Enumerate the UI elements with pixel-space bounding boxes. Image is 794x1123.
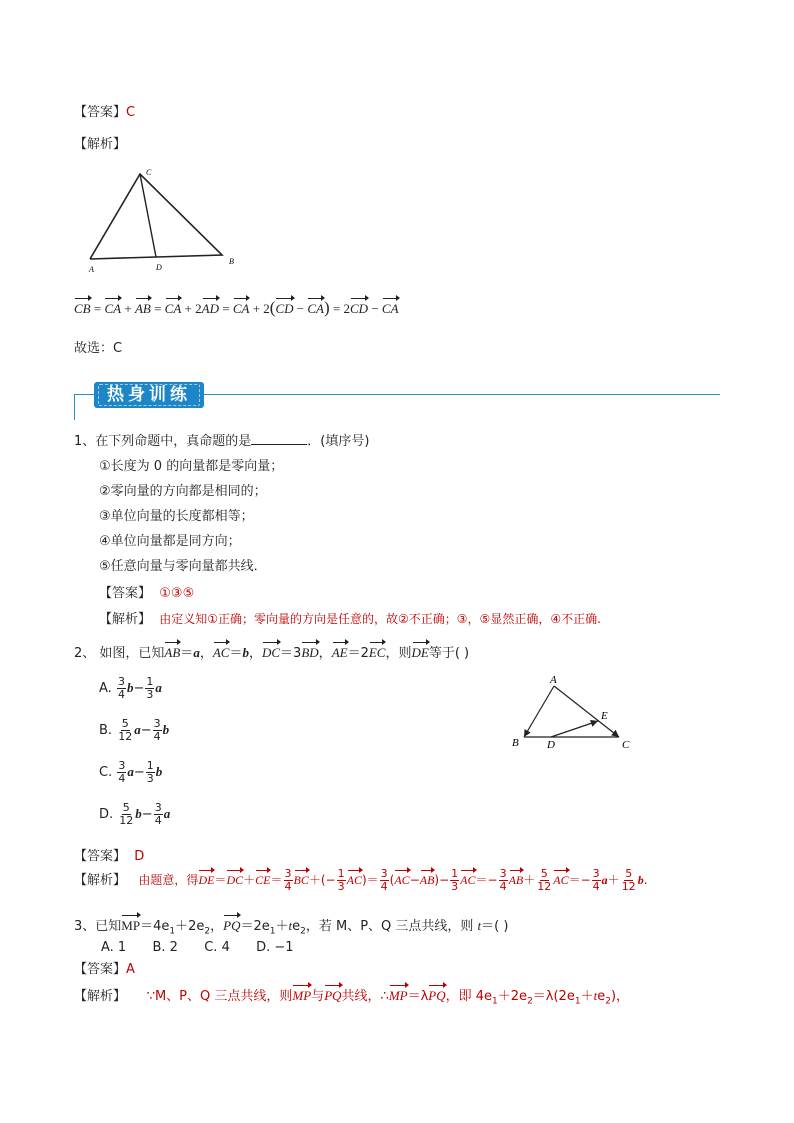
prev-conclusion: 故选：C: [74, 341, 123, 356]
q2-analysis: 【解析】 由题意，得DE＝DC＋CE＝ $\frac{3}{4}$ BC＋(− $\frac{1}{3}$ AC)＝ $\frac{3}{4}$ (AC−AB)− $\frac{1}{3}$ AC＝− $\frac{3}{4}$ AB＋ $\frac{5}{12}$ AC＝− $\frac{3}{4}$ a＋ $\frac{5}{12}$ b.: [74, 867, 648, 893]
prev-analysis-label: 【解析】: [74, 137, 127, 152]
q1-item: ②零向量的方向都是相同的；: [99, 484, 267, 499]
q3-option-c[interactable]: C. 4: [204, 940, 230, 955]
q3-analysis: 【解析】 ∵M、P、Q 三点共线，则MP与PQ共线，∴MP＝λPQ，即 $4e_1+2e_2=\lambda(2e_1+te_2)$，: [74, 988, 630, 1007]
label-A: A: [550, 674, 557, 686]
answer-blank: [251, 433, 307, 445]
label-B: B: [229, 257, 234, 266]
triangle-figure-1: [84, 164, 244, 276]
section-divider-tick: [74, 394, 75, 420]
answer-label: 【答案】: [74, 105, 127, 120]
label-C: C: [622, 739, 630, 751]
q1-item: ①长度为 0 的向量都是零向量；: [99, 459, 284, 474]
q2-answer: 【答案】 D: [74, 849, 145, 864]
q3-answer: 【答案】A: [74, 962, 135, 977]
q1-stem: 1、在下列命题中，真命题的是 ．(填序号): [74, 434, 370, 449]
label-A: A: [89, 265, 94, 274]
prev-formula: CB = CA + AB = CA + 2AD = CA + 2(CD − CA) = 2CD − CA: [74, 298, 399, 317]
q3-option-b[interactable]: B. 2: [152, 940, 178, 955]
label-B: B: [512, 737, 519, 749]
q3-option-d[interactable]: D. −1: [256, 940, 294, 955]
q3-option-a[interactable]: A. 1: [101, 940, 127, 955]
q1-answer: 【答案】 ①③⑤: [99, 586, 195, 601]
q2-option-c[interactable]: C. $\frac{3}{4}$ a− $\frac{1}{3}$ b: [99, 759, 163, 785]
q2-option-d[interactable]: D. $\frac{5}{12}$ b− $\frac{3}{4}$ a: [99, 801, 171, 827]
q2-stem: 2、 如图，已知AB＝a，AC＝b，DC＝3BD，AE＝2EC，则DE等于( ): [74, 645, 470, 661]
q3-stem: 3、已知$MP=4e_1+2e_2$，$PQ=2e_1+te_2$，若 M、P、Q 三点共线，则 t＝( ): [74, 918, 509, 937]
q2-option-a[interactable]: A. $\frac{3}{4}$ b− $\frac{1}{3}$ a: [99, 675, 162, 701]
label-E: E: [601, 710, 608, 722]
section-title: 热身训练: [94, 382, 204, 408]
prev-answer-line: [74, 101, 135, 120]
label-D: D: [156, 263, 162, 272]
label-D: D: [547, 739, 555, 751]
q1-analysis: 【解析】 由定义知①正确；零向量的方向是任意的，故②不正确；③，⑤显然正确，④不正确.: [99, 612, 601, 627]
label-C: C: [146, 168, 152, 177]
q1-item: ③单位向量的长度都相等；: [99, 509, 254, 524]
answer-value: C: [126, 105, 136, 120]
q2-solution: 由题意，得DE＝DC＋CE＝ $\frac{3}{4}$ BC＋(− $\frac{1}{3}$ AC)＝ $\frac{3}{4}$ (AC−AB)− $\frac{1}{3}$ AC＝− $\frac{3}{4}$ AB＋ $\frac{5}{12}$ AC＝− $\frac{3}{4}$ a＋ $\frac{5}{12}$ b.: [138, 867, 648, 893]
q3-solution: ∵M、P、Q 三点共线，则MP与PQ共线，∴MP＝λPQ，即 $4e_1+2e_2=\lambda(2e_1+te_2)$，: [146, 988, 630, 1007]
q1-item: ⑤任意向量与零向量都共线．: [99, 559, 267, 574]
q3-options: [101, 940, 294, 955]
q2-option-b[interactable]: B. $\frac{5}{12}$ a− $\frac{3}{4}$ b: [99, 717, 170, 743]
triangle-figure-2: [506, 672, 640, 756]
q1-item: ④单位向量都是同方向；: [99, 534, 241, 549]
